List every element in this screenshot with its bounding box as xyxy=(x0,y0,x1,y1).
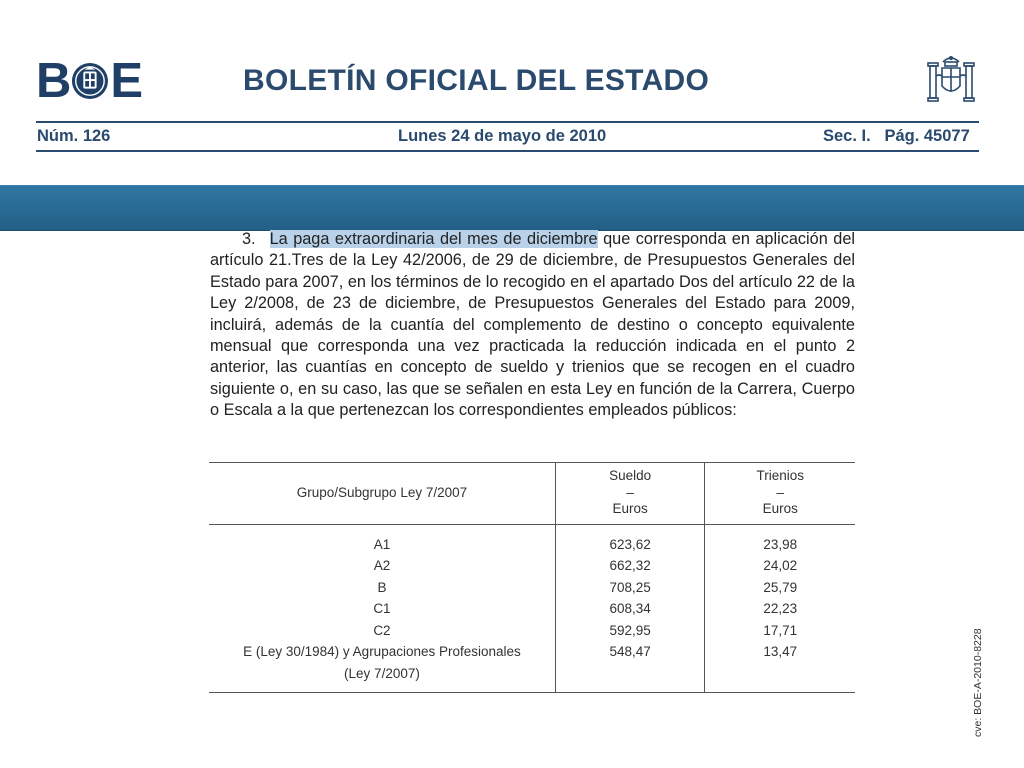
cell-salary: 592,95 xyxy=(555,620,705,642)
header-group: Grupo/Subgrupo Ley 7/2007 xyxy=(209,463,555,525)
header-triennia-dash: – xyxy=(776,484,784,500)
bulletin-number: Núm. 126 xyxy=(37,127,111,145)
boe-seal-icon xyxy=(71,61,109,101)
table-row xyxy=(209,524,855,555)
cell-salary: 662,32 xyxy=(555,555,705,577)
table-row xyxy=(209,555,855,577)
header-rule-bottom xyxy=(36,150,979,152)
header-salary-dash: – xyxy=(626,484,634,500)
cell-group: A2 xyxy=(209,555,555,577)
cell-salary: 623,62 xyxy=(555,524,705,555)
coat-of-arms-icon xyxy=(923,52,979,108)
table-row xyxy=(209,620,855,642)
cve-identifier: cve: BOE-A-2010-8228 xyxy=(972,628,984,737)
cell-group xyxy=(209,641,555,693)
bulletin-date: Lunes 24 de mayo de 2010 xyxy=(398,127,607,145)
cell-group: C1 xyxy=(209,598,555,620)
boe-logo-letter-e: E xyxy=(110,54,142,108)
cell-salary: 608,34 xyxy=(555,598,705,620)
header-triennia xyxy=(705,463,855,525)
table-row xyxy=(209,598,855,620)
table-row xyxy=(209,641,855,693)
cell-group-line: E (Ley 30/1984) y Agrupaciones Profesionales xyxy=(243,644,521,659)
header-salary-line: Sueldo xyxy=(609,468,652,483)
table-row xyxy=(209,577,855,599)
header-triennia-line: Trienios xyxy=(756,468,804,483)
paragraph-number: 3. xyxy=(242,230,256,248)
cell-group-subline: (Ley 7/2007) xyxy=(344,665,420,681)
boe-logo xyxy=(36,54,142,108)
cell-triennia: 17,71 xyxy=(763,622,798,638)
page-title: BOLETÍN OFICIAL DEL ESTADO xyxy=(243,64,710,97)
salary-table xyxy=(209,462,855,693)
cell-salary: 548,47 xyxy=(555,641,705,693)
header-salary-unit: Euros xyxy=(612,501,648,516)
cell-salary: 708,25 xyxy=(555,577,705,599)
boe-logo-letter-b: B xyxy=(36,54,71,108)
paragraph-body: que corresponda en aplicación del artículo 21.Tres de la Ley 42/2006, de 29 de diciembre, de Presupuestos Generales del Estado para 2007, en los términos de lo recogido en el apartado Dos del artículo 22 de la Ley 2/2008, de 23 de diciembre, de Presupuestos Generales del Estado para 2009, incluirá, además de la cuantía del complemento de destino o concepto equivalente mensual que corresponda una vez practicada la reducción indicada en el punto 2 anterior, las cuantías en concepto de sueldo y trienios que se recogen en el cuadro siguiente o, en su caso, las que se señalen en esta Ley en función de la Carrera, Cuerpo o Escala a la que pertenezcan los correspondientes empleados públicos: xyxy=(210,230,855,420)
highlighted-text[interactable]: La paga extraordinaria del mes de diciembre xyxy=(269,230,598,248)
header-rule-top xyxy=(36,121,979,123)
header-triennia-unit: Euros xyxy=(762,501,798,516)
cell-group: A1 xyxy=(209,524,555,555)
cell-triennia: 25,79 xyxy=(763,579,798,595)
table-header-row xyxy=(209,463,855,525)
header-salary xyxy=(555,463,705,525)
cell-triennia: 13,47 xyxy=(763,644,798,659)
overlay-band xyxy=(0,185,1024,231)
cell-group: B xyxy=(209,577,555,599)
cell-group: C2 xyxy=(209,620,555,642)
cell-triennia: 22,23 xyxy=(763,601,798,616)
cell-triennia: 23,98 xyxy=(763,536,798,552)
section-page: Sec. I. Pág. 45077 xyxy=(823,127,970,145)
paragraph-3 xyxy=(210,229,855,422)
cell-triennia: 24,02 xyxy=(763,558,798,573)
